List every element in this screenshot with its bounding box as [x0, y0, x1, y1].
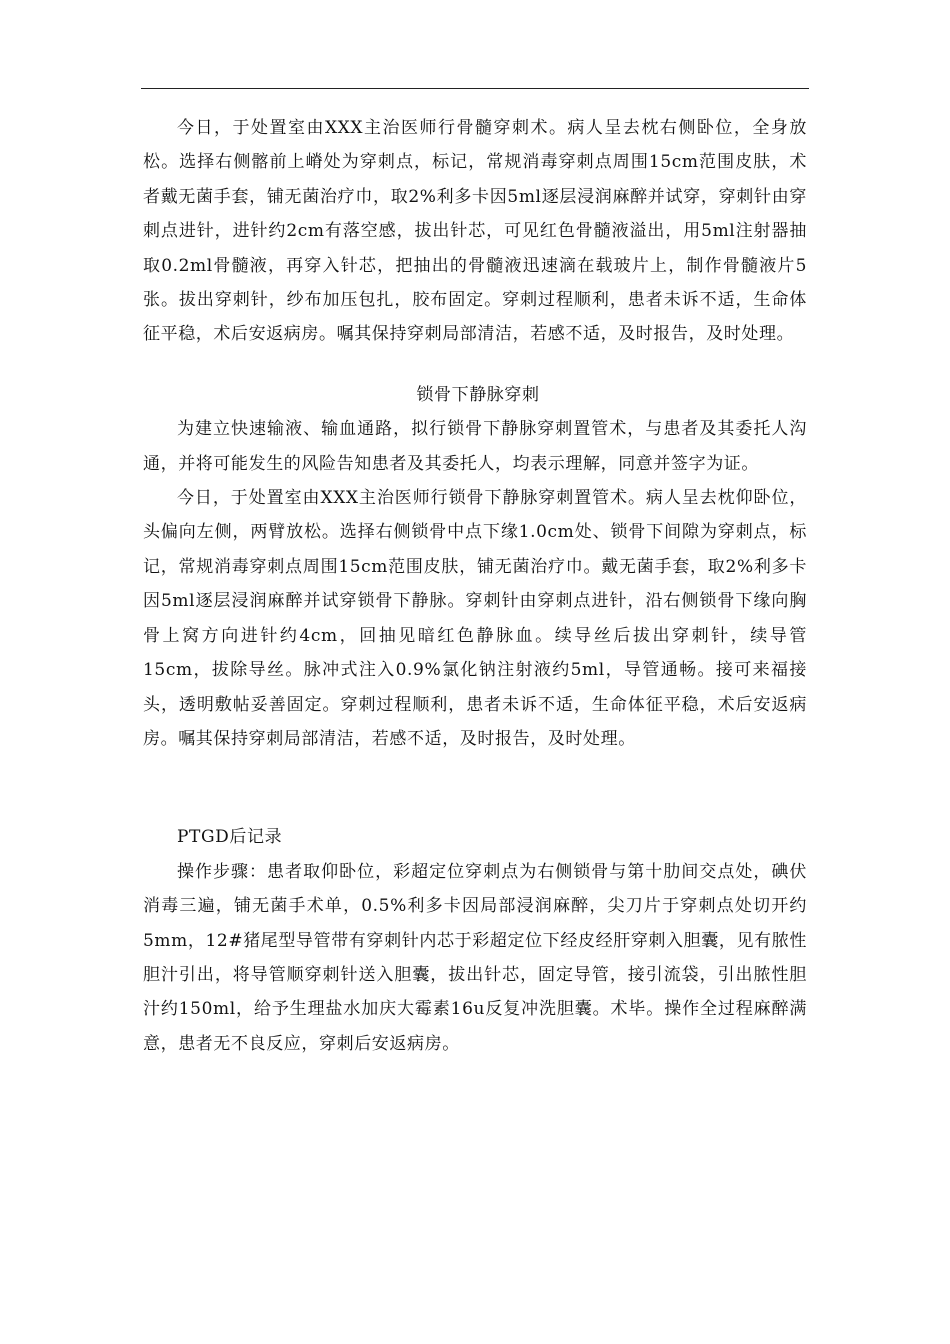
section-spacer [143, 352, 807, 378]
subclavian-procedure-paragraph: 今日，于处置室由XXX主治医师行锁骨下静脉穿刺置管术。病人呈去枕仰卧位，头偏向左侧，两臂放松。选择右侧锁骨中点下缘1.0cm处、锁骨下间隙为穿刺点，标记，常规消毒穿刺点周围15cm范围皮肤，铺无菌治疗巾。戴无菌手套，取2%利多卡因5ml逐层浸润麻醉并试穿锁骨下静脉。穿刺针由穿刺点进针，沿右侧锁骨下缘向胸骨上窝方向进针约4cm，回抽见暗红色静脉血。续导丝后拔出穿刺针，续导管15cm，拔除导丝。脉冲式注入0.9%氯化钠注射液约5ml，导管通畅。接可来福接头，透明敷帖妥善固定。穿刺过程顺利，患者未诉不适，生命体征平稳，术后安返病房。嘱其保持穿刺局部清洁，若感不适，及时报告，及时处理。 [143, 488, 807, 749]
ptgd-section-title: PTGD后记录 [177, 827, 283, 848]
header-rule [141, 88, 809, 89]
subclavian-consent-paragraph: 为建立快速输液、输血通路，拟行锁骨下静脉穿刺置管术，与患者及其委托人沟通，并将可能发生的风险告知患者及其委托人，均表示理解，同意并签字为证。 [143, 419, 807, 474]
bone-marrow-procedure-paragraph: 今日，于处置室由XXX主治医师行骨髓穿刺术。病人呈去枕右侧卧位，全身放松。选择右侧髂前上嵴处为穿刺点，标记，常规消毒穿刺点周围15cm范围皮肤，术者戴无菌手套，铺无菌治疗巾，取2%利多卡因5ml逐层浸润麻醉并试穿，穿刺针由穿刺点进针，进针约2cm有落空感，拔出针芯，可见红色骨髓液溢出，用5ml注射器抽取0.2ml骨髓液，再穿入针芯，把抽出的骨髓液迅速滴在载玻片上，制作骨髓液片5张。拔出穿刺针，纱布加压包扎，胶布固定。穿刺过程顺利，患者未诉不适，生命体征平稳，术后安返病房。嘱其保持穿刺局部清洁，若感不适，及时报告，及时处理。 [143, 118, 807, 345]
subclavian-section-title: 锁骨下静脉穿刺 [416, 384, 540, 405]
document-body [143, 111, 807, 1061]
section-spacer [143, 756, 807, 820]
ptgd-steps-paragraph: 操作步骤：患者取仰卧位，彩超定位穿刺点为右侧锁骨与第十肋间交点处，碘伏消毒三遍，铺无菌手术单，0.5%利多卡因局部浸润麻醉，尖刀片于穿刺点处切开约5mm，12#猪尾型导管带有穿刺针内芯于彩超定位下经皮经肝穿刺入胆囊，见有脓性胆汁引出，将导管顺穿刺针送入胆囊，拔出针芯，固定导管，接引流袋，引出脓性胆汁约150ml，给予生理盐水加庆大霉素16u反复冲洗胆囊。术毕。操作全过程麻醉满意，患者无不良反应，穿刺后安返病房。 [143, 861, 807, 1054]
